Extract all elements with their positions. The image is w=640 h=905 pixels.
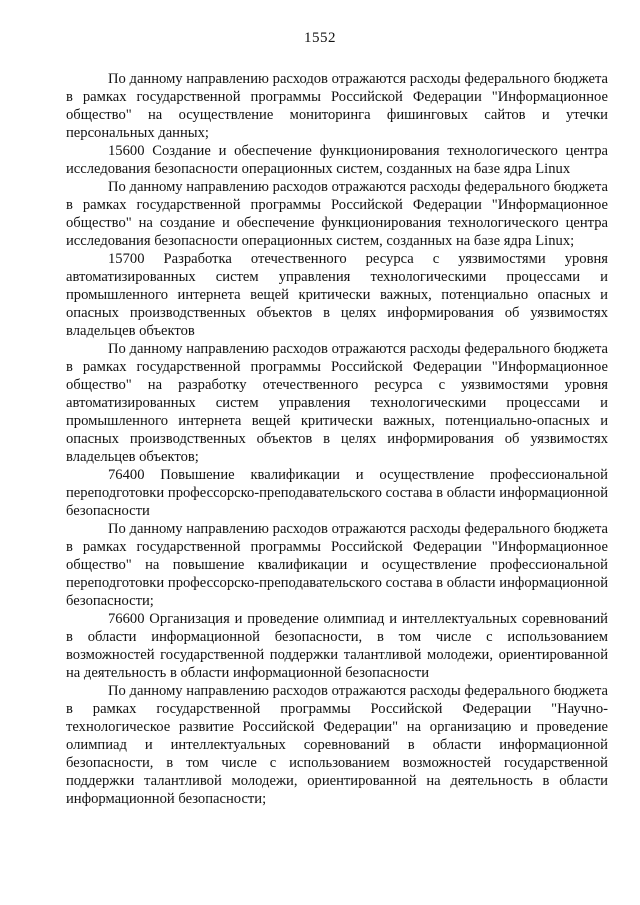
paragraph-code-15700: 15700 Разработка отечественного ресурса с уязвимостями уровня автоматизированных систем управления технологическими процессами и промышленного интернета вещей критически важных, потенциально опасных и опасных производственных объектов в целях информирования об уязвимостях владельцев объектов [66, 251, 608, 339]
paragraph-code-76600: 76600 Организация и проведение олимпиад и интеллектуальных соревнований в области информационной безопасности, в том числе с использованием возможностей государственной поддержки талантливой молодежи, ориентированной на деятельность в области информационной безопасности [66, 611, 608, 681]
paragraph-linux-center: По данному направлению расходов отражаются расходы федерального бюджета в рамках государственной программы Российской Федерации "Информационное общество" на создание и обеспечение функционирования технологического центра исследования безопасности операционных систем, созданных на базе ядра Linux; [66, 179, 608, 249]
paragraph-olympiads: По данному направлению расходов отражаются расходы федерального бюджета в рамках государственной программы Российской Федерации "Научно-технологическое развитие Российской Федерации" на организацию и проведение олимпиад и интеллектуальных соревнований в области информационной безопасности, в том числе с использованием возможностей государственной поддержки талантливой молодежи, ориентированной на деятельность в области информационной безопасности; [66, 683, 608, 807]
paragraph-code-76400: 76400 Повышение квалификации и осуществление профессиональной переподготовки профессорско-преподавательского состава в области информационной безопасности [66, 467, 608, 519]
paragraph-code-15600: 15600 Создание и обеспечение функционирования технологического центра исследования безопасности операционных систем, созданных на базе ядра Linux [66, 143, 608, 177]
paragraph-vulnerability-resource: По данному направлению расходов отражаются расходы федерального бюджета в рамках государственной программы Российской Федерации "Информационное общество" на разработку отечественного ресурса с уязвимостями уровня автоматизированных систем управления технологическими процессами и промышленного интернета вещей критически важных, потенциально-опасных и опасных производственных объектов в целях информирования об уязвимостях владельцев объектов; [66, 341, 608, 465]
paragraph-qualification: По данному направлению расходов отражаются расходы федерального бюджета в рамках государственной программы Российской Федерации "Информационное общество" на повышение квалификации и осуществление профессиональной переподготовки профессорско-преподавательского состава в области информационной безопасности; [66, 521, 608, 609]
document-body [66, 70, 608, 808]
paragraph-phishing-monitoring: По данному направлению расходов отражаются расходы федерального бюджета в рамках государственной программы Российской Федерации "Информационное общество" на осуществление мониторинга фишинговых сайтов и утечки персональных данных; [66, 71, 608, 141]
page-number: 1552 [304, 30, 336, 46]
